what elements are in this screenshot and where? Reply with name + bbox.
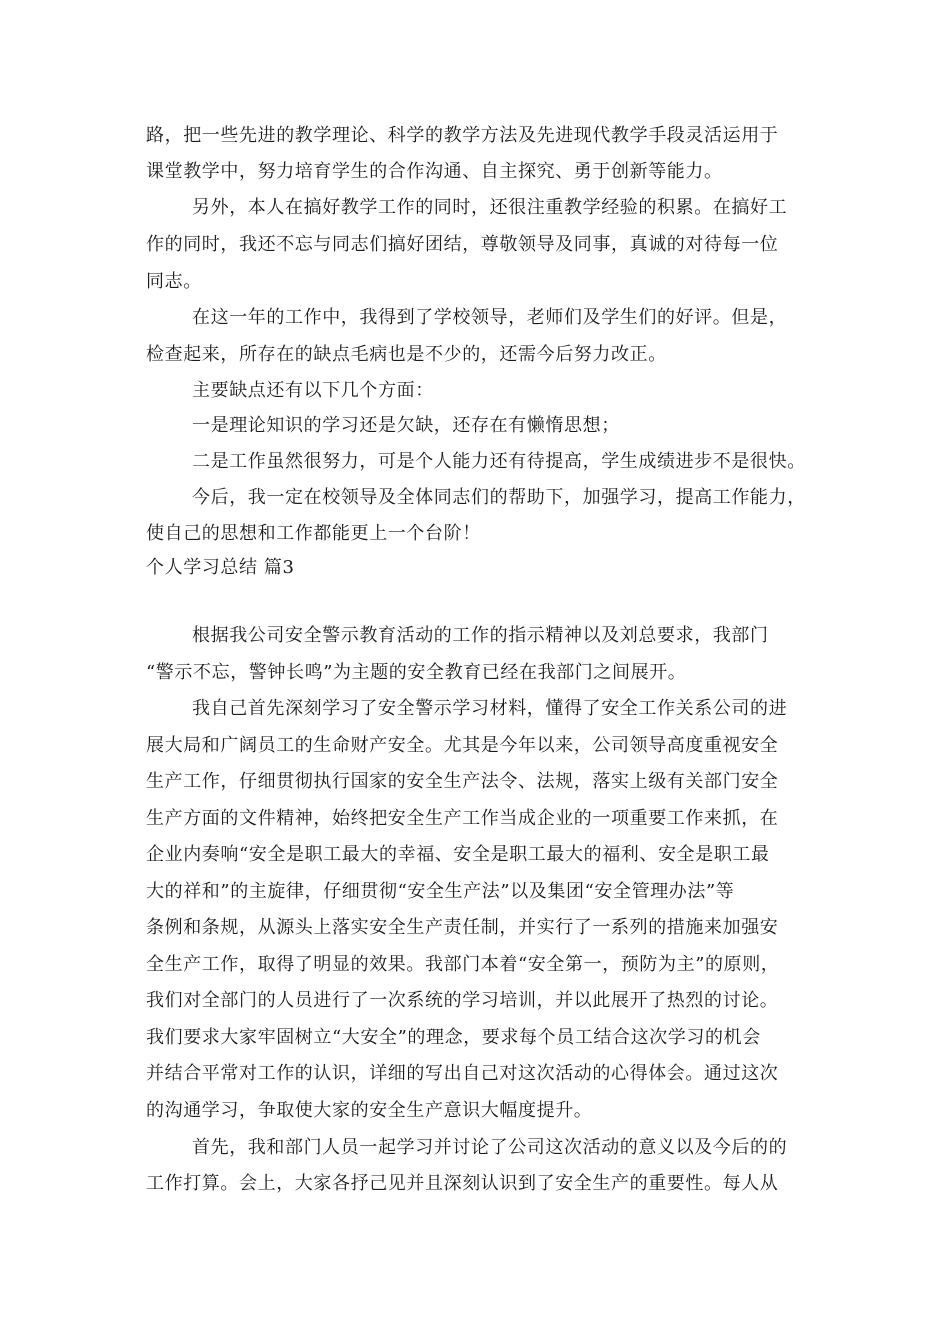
paragraph-line: 生产方面的文件精神，始终把安全生产工作当成企业的一项重要工作来抓，在 (146, 808, 779, 829)
paragraph-line: 的沟通学习，争取使大家的安全生产意识大幅度提升。 (146, 1100, 593, 1121)
paragraph-line: 另外，本人在搞好教学工作的同时，还很注重教学经验的积累。在搞好工 (192, 197, 788, 218)
section-heading: 个人学习总结 篇3 (146, 557, 295, 578)
paragraph-line: 企业内奏响“安全是职工最大的幸福、安全是职工最大的福利、安全是职工最 (146, 844, 770, 865)
paragraph-line: 一是理论知识的学习还是欠缺，还存在有懒惰思想； (192, 415, 620, 436)
paragraph-line: “警示不忘，警钟长鸣”为主题的安全教育已经在我部门之间展开。 (146, 662, 687, 683)
paragraph-line: 根据我公司安全警示教育活动的工作的指示精神以及刘总要求，我部门 (192, 625, 769, 646)
paragraph-line: 我自己首先深刻学习了安全警示学习材料，懂得了安全工作关系公司的进 (192, 698, 788, 719)
paragraph-line: 工作打算。会上，大家各抒己见并且深刻认识到了安全生产的重要性。每人从 (146, 1173, 779, 1194)
paragraph-line: 课堂教学中，努力培育学生的合作沟通、自主探究、勇于创新等能力。 (146, 161, 723, 182)
paragraph-line: 同志。 (146, 271, 202, 292)
paragraph-line: 作的同时，我还不忘与同志们搞好团结，尊敬领导及同事，真诚的对待每一位 (146, 234, 779, 255)
paragraph-line: 条例和条规，从源头上落实安全生产责任制，并实行了一系列的措施来加强安 (146, 917, 779, 938)
paragraph-line: 我们要求大家牢固树立“大安全”的理念，要求每个员工结合这次学习的机会 (146, 1027, 761, 1048)
paragraph-line: 主要缺点还有以下几个方面： (192, 380, 434, 401)
paragraph-line: 检查起来，所存在的缺点毛病也是不少的，还需今后努力改正。 (146, 344, 667, 365)
paragraph-line: 在这一年的工作中，我得到了学校领导，老师们及学生们的好评。但是， (192, 307, 788, 328)
paragraph-line: 大的祥和”的主旋律，仔细贯彻“安全生产法”以及集团“安全管理办法”等 (146, 881, 735, 902)
paragraph-line: 使自己的思想和工作都能更上一个台阶！ (146, 523, 481, 544)
paragraph-line: 路，把一些先进的教学理论、科学的教学方法及先进现代教学手段灵活运用于 (146, 125, 779, 146)
paragraph-line: 全生产工作，取得了明显的效果。我部门本着“安全第一，预防为主”的原则， (146, 954, 780, 975)
paragraph-line: 并结合平常对工作的认识，详细的写出自己对这次活动的心得体会。通过这次 (146, 1063, 779, 1084)
paragraph-line: 我们对全部门的人员进行了一次系统的学习培训，并以此展开了热烈的讨论。 (146, 990, 779, 1011)
paragraph-line: 二是工作虽然很努力，可是个人能力还有待提高，学生成绩进步不是很快。 (192, 451, 806, 472)
paragraph-line: 今后，我一定在校领导及全体同志们的帮助下，加强学习，提高工作能力， (192, 487, 806, 508)
paragraph-line: 展大局和广阔员工的生命财产安全。尤其是今年以来，公司领导高度重视安全 (146, 735, 779, 756)
paragraph-line: 首先，我和部门人员一起学习并讨论了公司这次活动的意义以及今后的的 (192, 1137, 788, 1158)
paragraph-line: 生产工作，仔细贯彻执行国家的安全生产法令、法规，落实上级有关部门安全 (146, 771, 779, 792)
